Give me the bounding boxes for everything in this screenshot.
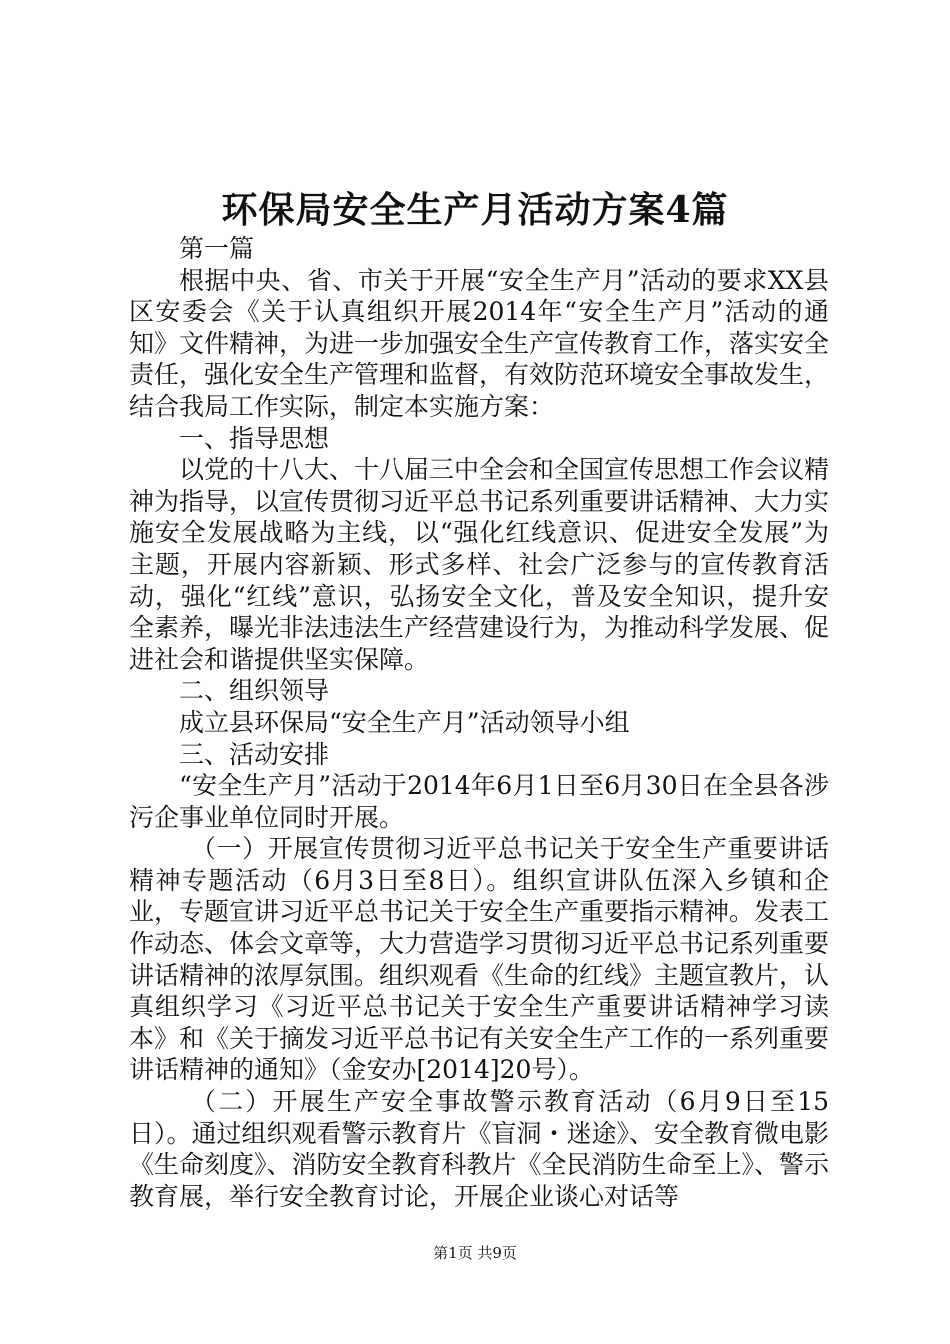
- page-number-footer: 第1页 共9页: [433, 1244, 517, 1262]
- paragraph-activity-two: （二）开展生产安全事故警示教育活动（6月9日至15日）。通过组织观看警示教育片《盲洞・迷途》、安全教育微电影《生命刻度》、消防安全教育科教片《全民消防生命至上》、警示教育展，举行安全教育讨论，开展企业谈心对话等: [129, 1087, 830, 1211]
- paragraph-intro: 根据中央、省、市关于开展“安全生产月”活动的要求XX县区安委会《关于认真组织开展2014年“安全生产月”活动的通知》文件精神，为进一步加强安全生产宣传教育工作，落实安全责任，强化安全生产管理和监督，有效防范环境安全事故发生，结合我局工作实际，制定本实施方案：: [129, 265, 830, 421]
- document-title: 环保局安全生产月活动方案4篇: [221, 189, 729, 231]
- section-heading-activities: 三、活动安排: [179, 739, 330, 769]
- document-body: [129, 233, 829, 1212]
- section-heading-organization: 二、组织领导: [179, 676, 330, 706]
- section-heading-part-one: 第一篇: [179, 234, 255, 263]
- paragraph-activity-dates: “安全生产月”活动于2014年6月1日至6月30日在全县各涉污企事业单位同时开展。: [129, 771, 829, 832]
- paragraph-organization: 成立县环保局“安全生产月”活动领导小组: [179, 707, 630, 737]
- paragraph-guiding-ideology: 以党的十八大、十八届三中全会和全国宣传思想工作会议精神为指导，以宣传贯彻习近平总书记系列重要讲话精神、大力实施安全发展战略为主线，以“强化红线意识、促进安全发展”为主题，开展内容新颖、形式多样、社会广泛参与的宣传教育活动，强化“红线”意识，弘扬安全文化，普及安全知识，提升安全素养，曝光非法违法生产经营建设行为，为推动科学发展、促进社会和谐提供坚实保障。: [129, 455, 830, 674]
- paragraph-activity-one: （一）开展宣传贯彻习近平总书记关于安全生产重要讲话精神专题活动（6月3日至8日）。组织宣讲队伍深入乡镇和企业，专题宣讲习近平总书记关于安全生产重要指示精神。发表工作动态、体会文章等，大力营造学习贯彻习近平总书记系列重要讲话精神的浓厚氛围。组织观看《生命的红线》主题宣教片，认真组织学习《习近平总书记关于安全生产重要讲话精神学习读本》和《关于摘发习近平总书记有关安全生产工作的一系列重要讲话精神的通知》（金安办[2014]20号）。: [129, 834, 830, 1085]
- section-heading-guiding-ideology: 一、指导思想: [179, 423, 330, 453]
